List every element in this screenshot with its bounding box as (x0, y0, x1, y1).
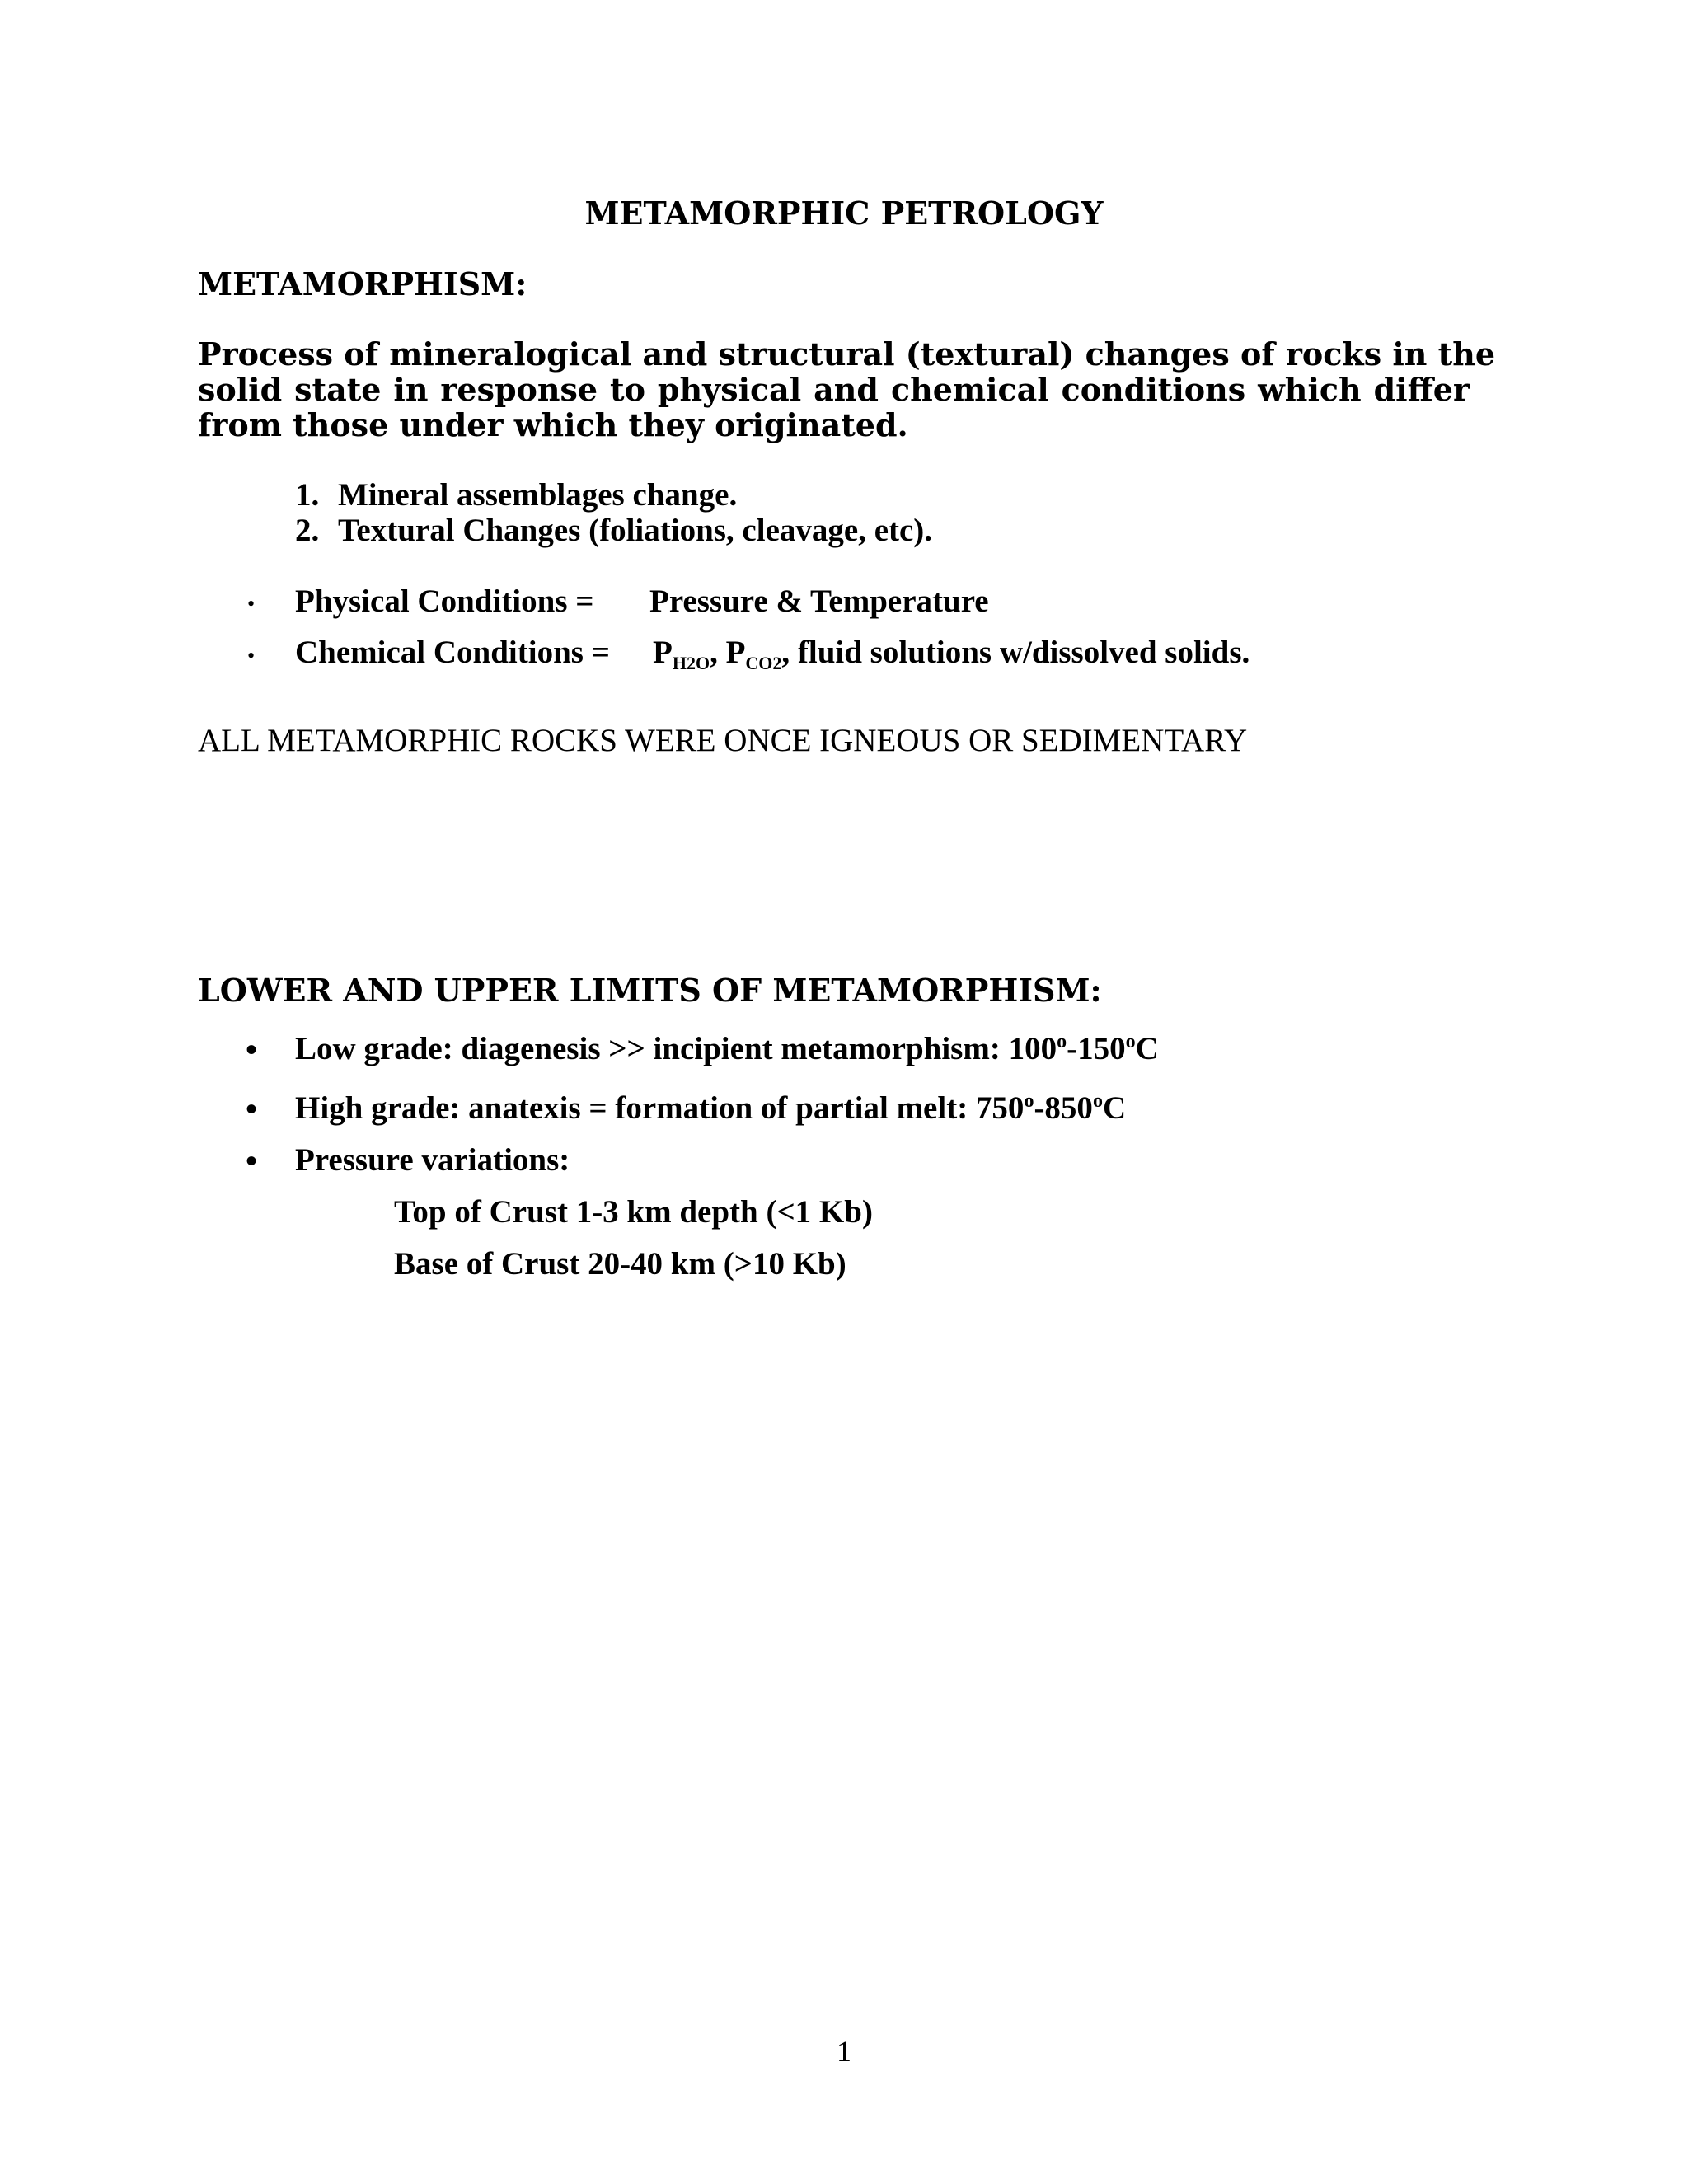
degree-symbol: o (1092, 1090, 1103, 1112)
physical-label: Physical Conditions = (295, 583, 594, 619)
degree-symbol: o (1024, 1090, 1034, 1112)
pressure-item-top: Top of Crust 1-3 km depth (<1 Kb) (394, 1194, 873, 1230)
high-grade-upper: -850 (1034, 1090, 1093, 1126)
bullet-icon: • (247, 644, 256, 668)
pressure-item-base: Base of Crust 20-40 km (>10 Kb) (394, 1246, 846, 1282)
unit: C (1102, 1090, 1127, 1126)
definition-line: from those under which they originated. (198, 406, 908, 443)
chemical-conditions (295, 634, 1250, 674)
definition-line: solid state in response to physical and chemical conditions which differ (198, 371, 1470, 408)
item-number: 1. (295, 477, 320, 513)
bullet-icon: • (246, 1090, 258, 1127)
page-number: 1 (837, 2035, 851, 2068)
physical-value: Pressure & Temperature (649, 583, 989, 619)
degree-symbol: o (1057, 1031, 1067, 1052)
chemical-label: Chemical Conditions = (295, 635, 610, 670)
high-grade-item (295, 1090, 1126, 1127)
subscript-h2o: H2O (672, 653, 710, 673)
unit: C (1135, 1031, 1159, 1066)
numbered-item (295, 512, 932, 549)
pressure-variations-label: Pressure variations: (295, 1142, 570, 1178)
section-heading-metamorphism: METAMORPHISM: (198, 265, 528, 302)
bullet-icon: • (246, 1142, 258, 1179)
item-number: 2. (295, 513, 320, 548)
item-text: Mineral assemblages change. (338, 477, 738, 513)
high-grade-text: High grade: anatexis = formation of partial melt: 750 (295, 1090, 1025, 1126)
item-text: Textural Changes (foliations, cleavage, etc). (338, 513, 933, 548)
degree-symbol: o (1125, 1031, 1136, 1052)
pressure-symbol: P (725, 635, 746, 670)
physical-conditions (295, 583, 989, 620)
definition-paragraph (198, 335, 1496, 443)
low-grade-item (295, 1030, 1159, 1067)
chemical-rest: , fluid solutions w/dissolved solids. (781, 635, 1250, 670)
low-grade-upper: -150 (1067, 1031, 1126, 1066)
low-grade-text: Low grade: diagenesis >> incipient metamorphism: 100 (295, 1031, 1057, 1066)
subscript-co2: CO2 (745, 653, 782, 673)
page-title: METAMORPHIC PETROLOGY (584, 194, 1104, 232)
pressure-symbol: P (653, 635, 673, 670)
section-heading-limits: LOWER AND UPPER LIMITS OF METAMORPHISM: (198, 972, 1102, 1009)
definition-line: Process of mineralogical and structural (textural) changes of rocks in the (198, 335, 1496, 373)
separator: , (710, 635, 726, 670)
bullet-icon: • (247, 592, 256, 616)
numbered-item (295, 476, 737, 513)
origin-statement: ALL METAMORPHIC ROCKS WERE ONCE IGNEOUS OR SEDIMENTARY (198, 723, 1248, 758)
bullet-icon: • (246, 1031, 258, 1068)
